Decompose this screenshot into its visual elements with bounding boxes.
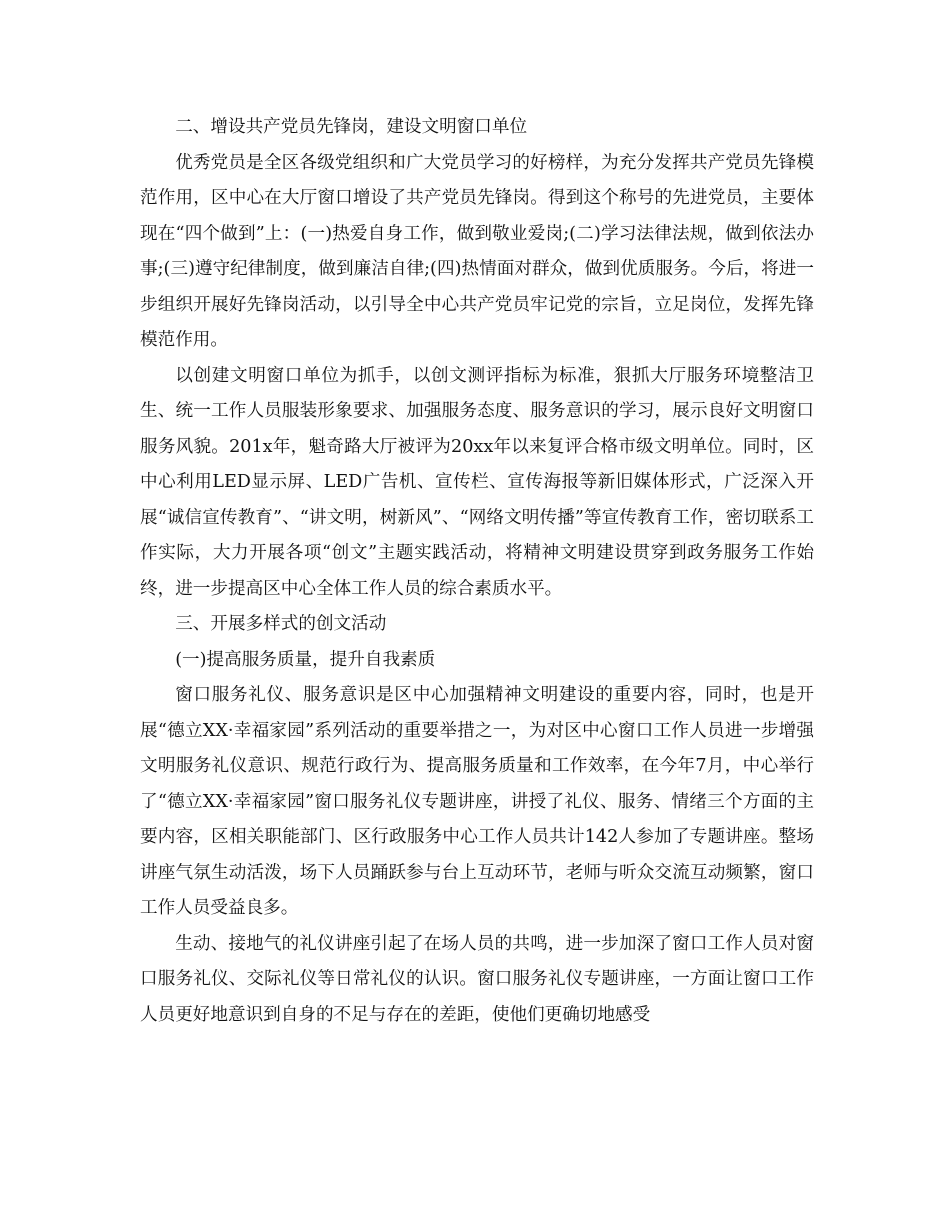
body-paragraph: 生动、接地气的礼仪讲座引起了在场人员的共鸣，进一步加深了窗口工作人员对窗口服务礼仪、交际礼仪等日常礼仪的认识。窗口服务礼仪专题讲座，一方面让窗口工作人员更好地意识到自身的不足与存在的差距，使他们更确切地感受 (140, 933, 814, 1025)
body-paragraph: 以创建文明窗口单位为抓手，以创文测评指标为标准，狠抓大厅服务环境整洁卫生、统一工作人员服装形象要求、加强服务态度、服务意识的学习，展示良好文明窗口服务风貌。201x年，魁奇路大厅被评为20xx年以来复评合格市级文明单位。同时，区中心利用LED显示屏、LED广告机、宣传栏、宣传海报等新旧媒体形式，广泛深入开展“诚信宣传教育”、“讲文明，树新风”、“网络文明传播”等宣传教育工作，密切联系工作实际，大力开展各项“创文”主题实践活动，将精神文明建设贯穿到政务服务工作始终，进一步提高区中心全体工作人员的综合素质水平。 (140, 365, 814, 599)
document-body (140, 110, 814, 1033)
section-heading-2: 二、增设共产党员先锋岗，建设文明窗口单位 (175, 117, 528, 137)
section-heading-3: 三、开展多样式的创文活动 (175, 614, 387, 634)
subsection-heading-1: (一)提高服务质量，提升自我素质 (175, 649, 436, 670)
body-paragraph: 窗口服务礼仪、服务意识是区中心加强精神文明建设的重要内容，同时，也是开展“德立XX·幸福家园”系列活动的重要举措之一，为对区中心窗口工作人员进一步增强文明服务礼仪意识、规范行政行为、提高服务质量和工作效率，在今年7月，中心举行了“德立XX·幸福家园”窗口服务礼仪专题讲座，讲授了礼仪、服务、情绪三个方面的主要内容，区相关职能部门、区行政服务中心工作人员共计142人参加了专题讲座。整场讲座气氛生动活泼，场下人员踊跃参与台上互动环节，老师与听众交流互动频繁，窗口工作人员受益良多。 (140, 685, 814, 918)
body-paragraph: 优秀党员是全区各级党组织和广大党员学习的好榜样，为充分发挥共产党员先锋模范作用，区中心在大厅窗口增设了共产党员先锋岗。得到这个称号的先进党员，主要体现在“四个做到”上：(一)热爱自身工作，做到敬业爱岗;(二)学习法律法规，做到依法办事;(三)遵守纪律制度，做到廉洁自律;(四)热情面对群众，做到优质服务。今后，将进一步组织开展好先锋岗活动，以引导全中心共产党员牢记党的宗旨，立足岗位，发挥先锋模范作用。 (140, 152, 814, 350)
